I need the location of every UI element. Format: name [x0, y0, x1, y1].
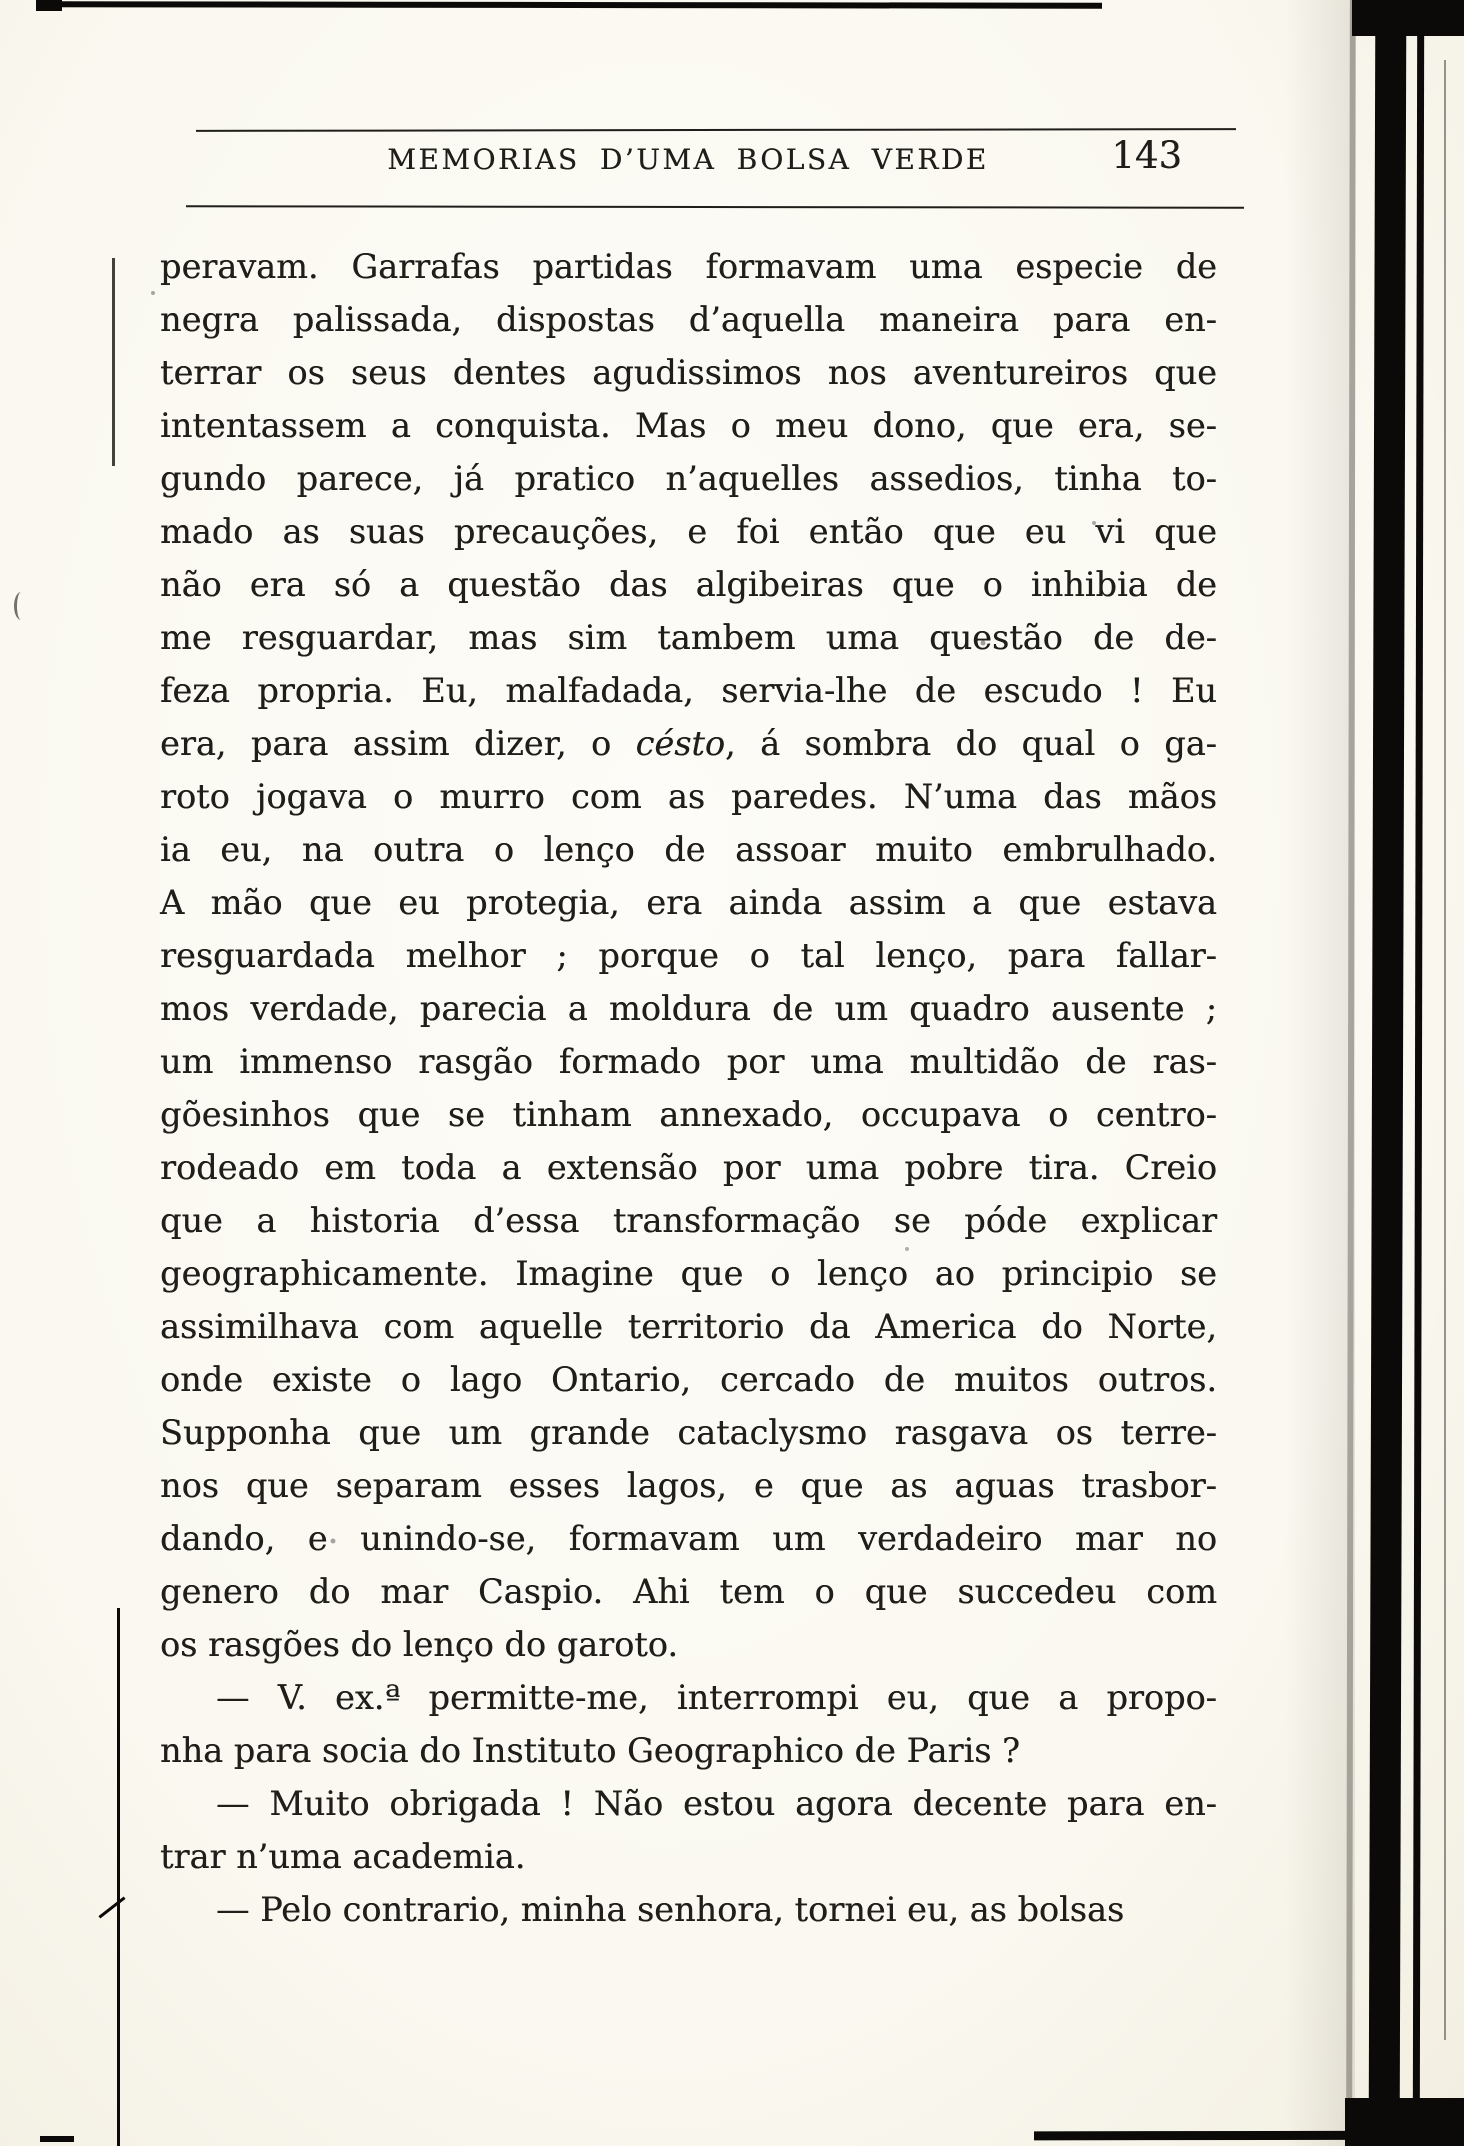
text-line: — Muito obrigada ! Não estou agora decente para en-	[216, 1784, 1217, 1823]
scan-top-edge-line	[50, 1, 1102, 8]
body-text	[160, 240, 1217, 1936]
scan-left-margin-paren-mark	[14, 592, 28, 620]
text-line: mado as suas precauções, e foi então que eu vi que	[160, 512, 1217, 551]
paragraph	[160, 1883, 1217, 1936]
text-line: dando, e unindo-se, formavam um verdadeiro mar no	[160, 1519, 1217, 1558]
scan-top-left-mark	[36, 0, 62, 11]
scan-binding-bar	[1369, 0, 1407, 2146]
text-line: — V. ex.ª permitte-me, interrompi eu, que a propo-	[216, 1678, 1217, 1717]
paragraph	[160, 1671, 1217, 1777]
paragraph	[160, 240, 1217, 1671]
text-line: — Pelo contrario, minha senhora, tornei eu, as bolsas	[216, 1890, 1125, 1929]
page-number: 143	[1111, 134, 1182, 177]
scan-left-margin-line-upper	[112, 258, 115, 466]
text-line: rodeado em toda a extensão por uma pobre tira. Creio	[160, 1148, 1217, 1187]
scan-left-margin-line-lower	[117, 1608, 120, 2146]
text-line: os rasgões do lenço do garoto.	[160, 1625, 678, 1664]
text-line: Supponha que um grande cataclysmo rasgava os terre-	[160, 1413, 1217, 1452]
text-line: negra palissada, dispostas d’aquella maneira para en-	[160, 300, 1217, 339]
scan-bottom-left-mark	[40, 2136, 74, 2142]
text-line: terrar os seus dentes agudissimos nos aventureiros que	[160, 353, 1217, 392]
text-line: genero do mar Caspio. Ahi tem o que succedeu com	[160, 1572, 1217, 1611]
text-line: intentassem a conquista. Mas o meu dono, que era, se-	[160, 406, 1217, 445]
paragraph	[160, 1777, 1217, 1883]
text-line: A mão que eu protegia, era ainda assim a que estava	[160, 883, 1217, 922]
text-line: me resguardar, mas sim tambem uma questão de de-	[160, 618, 1217, 657]
text-line: não era só a questão das algibeiras que o inhibia de	[160, 565, 1217, 604]
text-line: roto jogava o murro com as paredes. N’uma das mãos	[160, 777, 1217, 816]
text-line: peravam. Garrafas partidas formavam uma especie de	[160, 247, 1217, 286]
scan-specks	[0, 0, 2, 2]
text-line: onde existe o lago Ontario, cercado de muitos outros.	[160, 1360, 1217, 1399]
text-line: um immenso rasgão formado por uma multidão de ras-	[160, 1042, 1217, 1081]
text-line: resguardada melhor ; porque o tal lenço, para fallar-	[160, 936, 1217, 975]
scan-bottom-edge-line	[1034, 2131, 1464, 2141]
text-line: geographicamente. Imagine que o lenço ao principio se	[160, 1254, 1217, 1293]
text-line: nha para socia do Instituto Geographico de Paris ?	[160, 1731, 1020, 1770]
text-line: gõesinhos que se tinham annexado, occupava o centro-	[160, 1095, 1217, 1134]
scan-binding-shadow	[1285, 0, 1355, 2146]
text-line: nos que separam esses lagos, e que as aguas trasbor-	[160, 1466, 1217, 1505]
header-rule-top	[196, 128, 1236, 132]
text-line: mos verdade, parecia a moldura de um quadro ausente ;	[160, 989, 1217, 1028]
scan-corner-top-right	[1352, 0, 1464, 36]
text-line: assimilhava com aquelle territorio da America do Norte,	[160, 1307, 1217, 1346]
text-line: ia eu, na outra o lenço de assoar muito embrulhado.	[160, 830, 1217, 869]
text-line: trar n’uma academia.	[160, 1837, 526, 1876]
text-line: que a historia d’essa transformação se póde explicar	[160, 1201, 1217, 1240]
header-rule-bottom	[186, 205, 1244, 208]
text-line: era, para assim dizer, o césto, á sombra do qual o ga-	[160, 724, 1218, 763]
scan-binding-hairline	[1444, 60, 1446, 2040]
running-title: MEMORIAS D’UMA BOLSA VERDE	[387, 143, 989, 176]
scan-left-margin-hook	[98, 1896, 125, 1918]
text-line: gundo parece, já pratico n’aquelles assedios, tinha to-	[160, 459, 1217, 498]
text-line: feza propria. Eu, malfadada, servia-lhe de escudo ! Eu	[160, 671, 1217, 710]
scan-binding-line	[1413, 0, 1425, 2146]
